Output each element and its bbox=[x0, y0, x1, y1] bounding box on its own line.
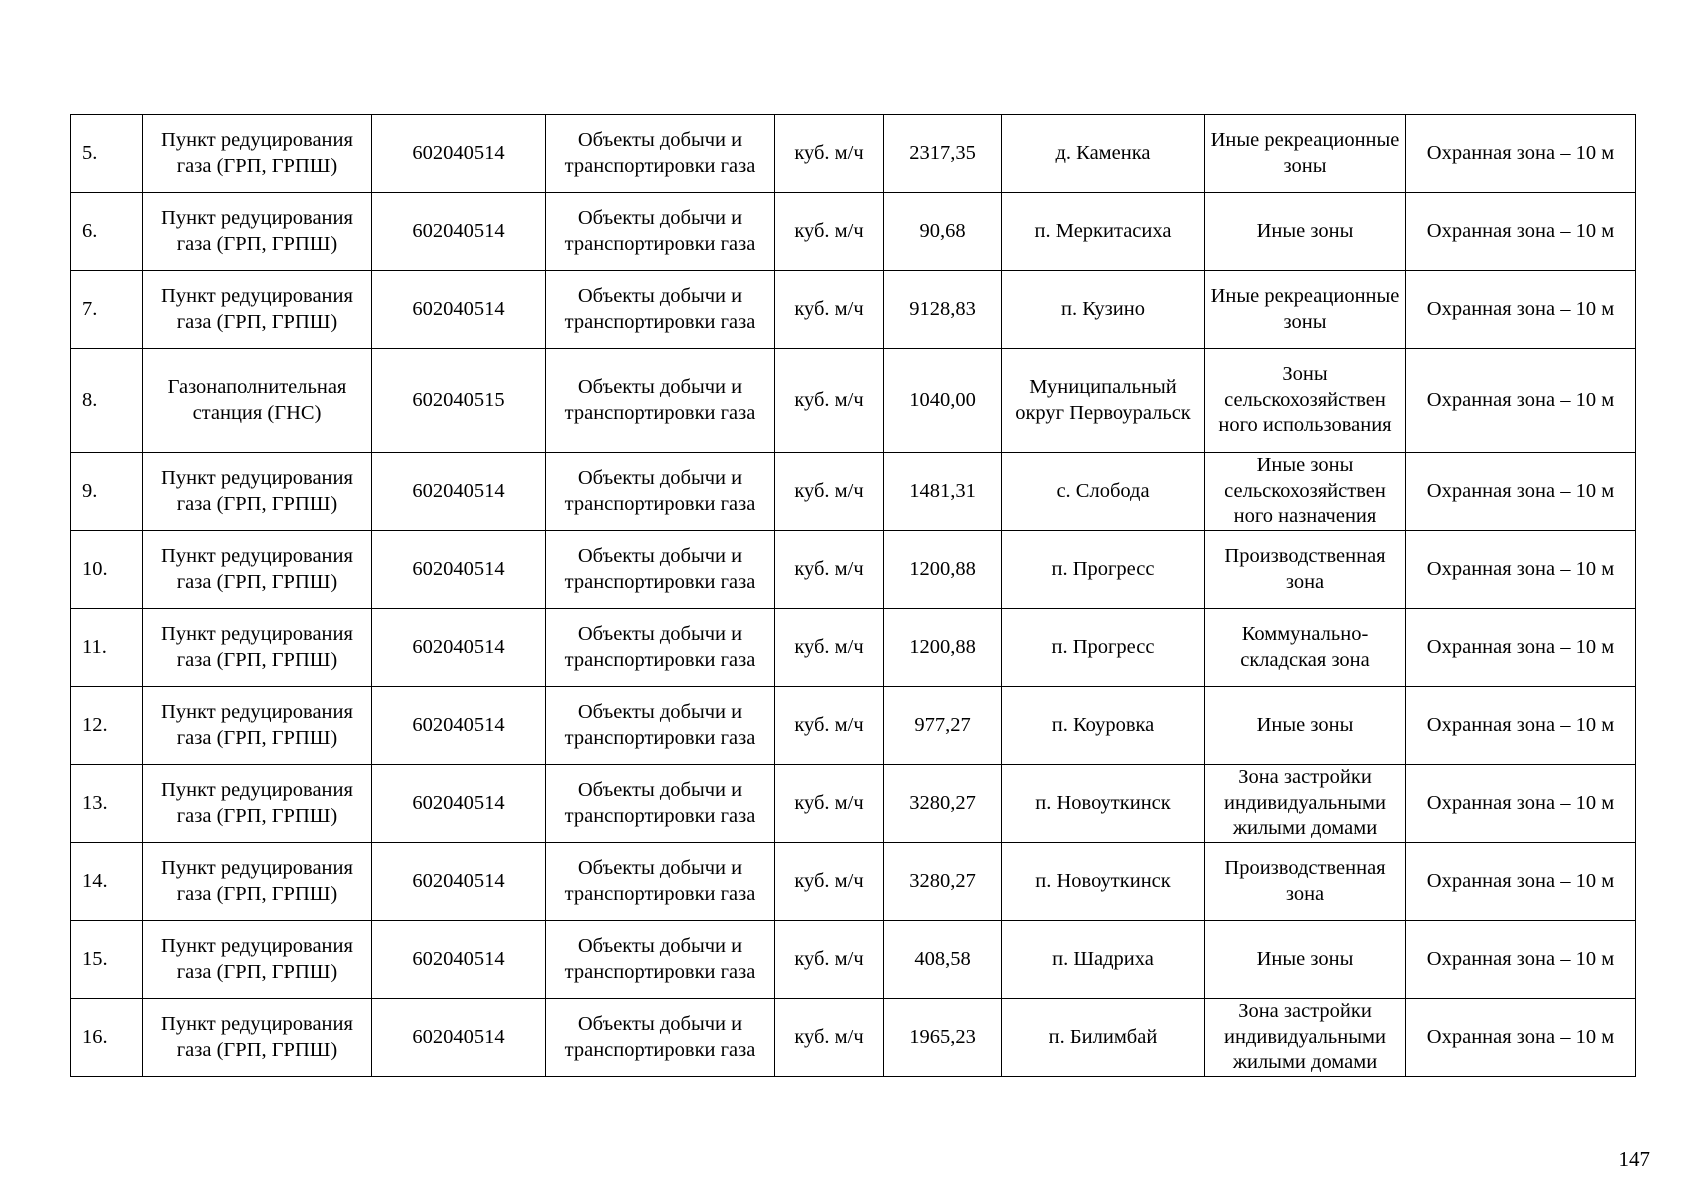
capacity-value-cell: 977,27 bbox=[884, 687, 1002, 765]
row-number-cell: 10. bbox=[71, 531, 143, 609]
table-row bbox=[71, 115, 1636, 193]
capacity-value-cell: 3280,27 bbox=[884, 765, 1002, 843]
unit-cell: куб. м/ч bbox=[775, 999, 884, 1077]
restriction-cell: Охранная зона – 10 м bbox=[1406, 531, 1636, 609]
object-code-cell: 602040514 bbox=[372, 921, 546, 999]
row-number-cell: 8. bbox=[71, 349, 143, 453]
unit-cell: куб. м/ч bbox=[775, 843, 884, 921]
capacity-value-cell: 1200,88 bbox=[884, 609, 1002, 687]
row-number-cell: 9. bbox=[71, 453, 143, 531]
restriction-cell: Охранная зона – 10 м bbox=[1406, 921, 1636, 999]
object-code-cell: 602040515 bbox=[372, 349, 546, 453]
location-cell: Муниципальный округ Первоуральск bbox=[1002, 349, 1205, 453]
unit-cell: куб. м/ч bbox=[775, 115, 884, 193]
location-cell: с. Слобода bbox=[1002, 453, 1205, 531]
object-code-cell: 602040514 bbox=[372, 453, 546, 531]
object-code-cell: 602040514 bbox=[372, 609, 546, 687]
object-type-cell: Объекты добычи и транспортировки газа bbox=[546, 349, 775, 453]
table-row bbox=[71, 687, 1636, 765]
row-number-cell: 15. bbox=[71, 921, 143, 999]
row-number-cell: 7. bbox=[71, 271, 143, 349]
object-type-cell: Объекты добычи и транспортировки газа bbox=[546, 115, 775, 193]
zone-cell: Коммунально-складская зона bbox=[1205, 609, 1406, 687]
object-type-cell: Объекты добычи и транспортировки газа bbox=[546, 271, 775, 349]
object-type-cell: Объекты добычи и транспортировки газа bbox=[546, 999, 775, 1077]
restriction-cell: Охранная зона – 10 м bbox=[1406, 271, 1636, 349]
restriction-cell: Охранная зона – 10 м bbox=[1406, 349, 1636, 453]
zone-cell: Зона застройки индивидуальными жилыми домами bbox=[1205, 999, 1406, 1077]
unit-cell: куб. м/ч bbox=[775, 921, 884, 999]
unit-cell: куб. м/ч bbox=[775, 765, 884, 843]
object-name-cell: Пункт редуцирования газа (ГРП, ГРПШ) bbox=[143, 453, 372, 531]
row-number-cell: 5. bbox=[71, 115, 143, 193]
zone-cell: Иные зоны сельскохозяйствен ного назначения bbox=[1205, 453, 1406, 531]
capacity-value-cell: 1200,88 bbox=[884, 531, 1002, 609]
restriction-cell: Охранная зона – 10 м bbox=[1406, 453, 1636, 531]
unit-cell: куб. м/ч bbox=[775, 531, 884, 609]
table-row bbox=[71, 531, 1636, 609]
zone-cell: Иные рекреационные зоны bbox=[1205, 271, 1406, 349]
object-type-cell: Объекты добычи и транспортировки газа bbox=[546, 193, 775, 271]
capacity-value-cell: 90,68 bbox=[884, 193, 1002, 271]
location-cell: д. Каменка bbox=[1002, 115, 1205, 193]
table-row bbox=[71, 999, 1636, 1077]
location-cell: п. Билимбай bbox=[1002, 999, 1205, 1077]
object-code-cell: 602040514 bbox=[372, 271, 546, 349]
page-number: 147 bbox=[1618, 1147, 1650, 1171]
object-type-cell: Объекты добычи и транспортировки газа bbox=[546, 687, 775, 765]
restriction-cell: Охранная зона – 10 м bbox=[1406, 999, 1636, 1077]
zone-cell: Зоны сельскохозяйствен ного использования bbox=[1205, 349, 1406, 453]
object-type-cell: Объекты добычи и транспортировки газа bbox=[546, 453, 775, 531]
zone-cell: Иные рекреационные зоны bbox=[1205, 115, 1406, 193]
object-type-cell: Объекты добычи и транспортировки газа bbox=[546, 765, 775, 843]
object-code-cell: 602040514 bbox=[372, 531, 546, 609]
row-number-cell: 6. bbox=[71, 193, 143, 271]
zone-cell: Иные зоны bbox=[1205, 687, 1406, 765]
table-row bbox=[71, 843, 1636, 921]
restriction-cell: Охранная зона – 10 м bbox=[1406, 193, 1636, 271]
zone-cell: Иные зоны bbox=[1205, 921, 1406, 999]
object-name-cell: Пункт редуцирования газа (ГРП, ГРПШ) bbox=[143, 271, 372, 349]
table-row bbox=[71, 921, 1636, 999]
object-name-cell: Пункт редуцирования газа (ГРП, ГРПШ) bbox=[143, 609, 372, 687]
row-number-cell: 13. bbox=[71, 765, 143, 843]
object-code-cell: 602040514 bbox=[372, 843, 546, 921]
table-row bbox=[71, 453, 1636, 531]
restriction-cell: Охранная зона – 10 м bbox=[1406, 765, 1636, 843]
object-name-cell: Пункт редуцирования газа (ГРП, ГРПШ) bbox=[143, 687, 372, 765]
table-row bbox=[71, 765, 1636, 843]
object-name-cell: Пункт редуцирования газа (ГРП, ГРПШ) bbox=[143, 843, 372, 921]
object-name-cell: Газонаполнительная станция (ГНС) bbox=[143, 349, 372, 453]
objects-table bbox=[70, 114, 1636, 1077]
location-cell: п. Новоуткинск bbox=[1002, 765, 1205, 843]
row-number-cell: 16. bbox=[71, 999, 143, 1077]
object-code-cell: 602040514 bbox=[372, 193, 546, 271]
capacity-value-cell: 3280,27 bbox=[884, 843, 1002, 921]
unit-cell: куб. м/ч bbox=[775, 193, 884, 271]
unit-cell: куб. м/ч bbox=[775, 609, 884, 687]
object-type-cell: Объекты добычи и транспортировки газа bbox=[546, 921, 775, 999]
unit-cell: куб. м/ч bbox=[775, 349, 884, 453]
zone-cell: Иные зоны bbox=[1205, 193, 1406, 271]
table-row bbox=[71, 609, 1636, 687]
object-code-cell: 602040514 bbox=[372, 687, 546, 765]
restriction-cell: Охранная зона – 10 м bbox=[1406, 115, 1636, 193]
object-name-cell: Пункт редуцирования газа (ГРП, ГРПШ) bbox=[143, 765, 372, 843]
zone-cell: Производственная зона bbox=[1205, 531, 1406, 609]
object-type-cell: Объекты добычи и транспортировки газа bbox=[546, 531, 775, 609]
restriction-cell: Охранная зона – 10 м bbox=[1406, 687, 1636, 765]
location-cell: п. Прогресс bbox=[1002, 531, 1205, 609]
row-number-cell: 12. bbox=[71, 687, 143, 765]
row-number-cell: 14. bbox=[71, 843, 143, 921]
object-name-cell: Пункт редуцирования газа (ГРП, ГРПШ) bbox=[143, 921, 372, 999]
capacity-value-cell: 1965,23 bbox=[884, 999, 1002, 1077]
capacity-value-cell: 408,58 bbox=[884, 921, 1002, 999]
location-cell: п. Коуровка bbox=[1002, 687, 1205, 765]
unit-cell: куб. м/ч bbox=[775, 453, 884, 531]
table-body bbox=[71, 115, 1636, 1077]
object-code-cell: 602040514 bbox=[372, 115, 546, 193]
object-type-cell: Объекты добычи и транспортировки газа bbox=[546, 609, 775, 687]
unit-cell: куб. м/ч bbox=[775, 687, 884, 765]
zone-cell: Производственная зона bbox=[1205, 843, 1406, 921]
location-cell: п. Кузино bbox=[1002, 271, 1205, 349]
capacity-value-cell: 2317,35 bbox=[884, 115, 1002, 193]
object-name-cell: Пункт редуцирования газа (ГРП, ГРПШ) bbox=[143, 999, 372, 1077]
object-type-cell: Объекты добычи и транспортировки газа bbox=[546, 843, 775, 921]
unit-cell: куб. м/ч bbox=[775, 271, 884, 349]
table-row bbox=[71, 271, 1636, 349]
object-name-cell: Пункт редуцирования газа (ГРП, ГРПШ) bbox=[143, 193, 372, 271]
capacity-value-cell: 1040,00 bbox=[884, 349, 1002, 453]
location-cell: п. Прогресс bbox=[1002, 609, 1205, 687]
location-cell: п. Меркитасиха bbox=[1002, 193, 1205, 271]
location-cell: п. Шадриха bbox=[1002, 921, 1205, 999]
object-name-cell: Пункт редуцирования газа (ГРП, ГРПШ) bbox=[143, 531, 372, 609]
object-code-cell: 602040514 bbox=[372, 999, 546, 1077]
table-row bbox=[71, 349, 1636, 453]
restriction-cell: Охранная зона – 10 м bbox=[1406, 843, 1636, 921]
capacity-value-cell: 1481,31 bbox=[884, 453, 1002, 531]
table-row bbox=[71, 193, 1636, 271]
object-code-cell: 602040514 bbox=[372, 765, 546, 843]
row-number-cell: 11. bbox=[71, 609, 143, 687]
zone-cell: Зона застройки индивидуальными жилыми домами bbox=[1205, 765, 1406, 843]
capacity-value-cell: 9128,83 bbox=[884, 271, 1002, 349]
location-cell: п. Новоуткинск bbox=[1002, 843, 1205, 921]
object-name-cell: Пункт редуцирования газа (ГРП, ГРПШ) bbox=[143, 115, 372, 193]
restriction-cell: Охранная зона – 10 м bbox=[1406, 609, 1636, 687]
